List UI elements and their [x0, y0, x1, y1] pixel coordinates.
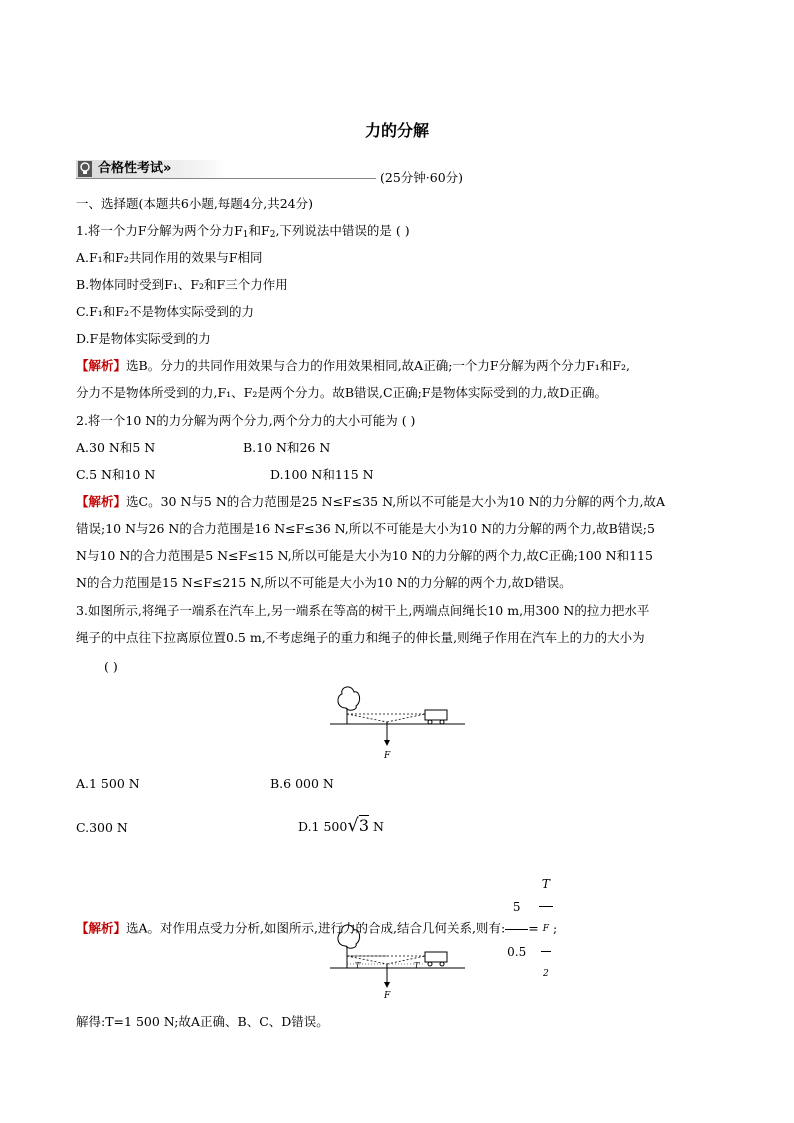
fraction-left: $\frac{5}{0.5}$ [505, 885, 528, 974]
part-heading: 一、选择题(本题共6小题,每题4分,共24分) [76, 196, 314, 211]
page-title: 力的分解 [364, 121, 429, 140]
q1-option-b: B.物体同时受到F₁、F₂和F三个力作用 [76, 277, 288, 292]
time-score: (25分钟·60分) [380, 170, 464, 185]
car-icon [425, 710, 447, 724]
section-label: 合格性考试» [98, 161, 172, 176]
q1-option-a: A.F₁和F₂共同作用的效果与F相同 [76, 250, 263, 265]
q3-explanation-1: 【解析】选A。对作用点受力分析,如图所示,进行力的合成,结合几何关系,则有: $\frac{5}{0.5}$ = $\frac{T}{\frac{F}{2}}$ ; [76, 862, 557, 996]
q2-stem: 2.将一个10 N的力分解为两个分力,两个分力的大小可能为 ( ) [76, 413, 416, 428]
q2-explanation-4: N的合力范围是15 N≤F≤215 N,所以不可能是大小为10 N的力分解的两个力,故D错误。 [76, 575, 572, 590]
q3-option-a: A.1 500 N [76, 776, 140, 791]
force-analysis-figure [330, 922, 465, 1000]
q2-explanation-1: 【解析】选C。30 N与5 N的合力范围是25 N≤F≤35 N,所以不可能是大小为10 N的力分解的两个力,故A [76, 494, 666, 509]
q3-option-d: D.1 500√3 N [298, 815, 384, 836]
q3-stem-1: 3.如图所示,将绳子一端系在汽车上,另一端系在等高的树干上,两端点间绳长10 m,用300 N的拉力把水平 [76, 603, 650, 618]
fig2-label-f: F [384, 991, 391, 1000]
q1-stem: 1.将一个力F分解为两个分力$F_1$和$F_2$,下列说法中错误的是 ( ) [76, 223, 410, 240]
section-divider [76, 178, 376, 179]
fig2-label-t-left: T [355, 961, 361, 970]
rope-car-figure [330, 684, 465, 762]
q2-explanation-3: N与10 N的合力范围是5 N≤F≤15 N,所以可能是大小为10 N的力分解的两个力,故C正确;100 N和115 [76, 548, 653, 563]
q1-option-d: D.F是物体实际受到的力 [76, 331, 211, 346]
fraction-right: $\frac{T}{\frac{F}{2}}$ [539, 862, 553, 996]
q3-option-b: B.6 000 N [270, 776, 334, 791]
q3-stem-2: 绳子的中点往下拉离原位置0.5 m,不考虑绳子的重力和绳子的伸长量,则绳子作用在汽车上的力的大小为 [76, 630, 645, 645]
q2-option-b: B.10 N和26 N [243, 440, 331, 455]
tree-icon [338, 687, 360, 724]
q1-explanation-2: 分力不是物体所受到的力,F₁、F₂是两个分力。故B错误,C正确;F是物体实际受到的力,故D正确。 [76, 385, 607, 400]
q2-explanation-2: 错误;10 N与26 N的合力范围是16 N≤F≤36 N,所以不可能是大小为10 N的力分解的两个力,故B错误;5 [76, 521, 655, 536]
q2-option-c: C.5 N和10 N [76, 467, 156, 482]
section-banner [76, 160, 226, 178]
q3-option-c: C.300 N [76, 820, 128, 835]
car-icon [425, 952, 447, 966]
q1-explanation-1: 【解析】选B。分力的共同作用效果与合力的作用效果相同,故A正确;一个力F分解为两个分力F₁和F₂, [76, 358, 630, 373]
q3-stem-3: ( ) [104, 659, 118, 674]
q2-option-a: A.30 N和5 N [76, 440, 156, 455]
q1-option-c: C.F₁和F₂不是物体实际受到的力 [76, 304, 254, 319]
q3-result: 解得:T=1 500 N;故A正确、B、C、D错误。 [76, 1014, 329, 1029]
bulb-icon [78, 161, 92, 177]
fig1-label-f: F [384, 751, 391, 761]
fig2-label-t-right: T [414, 961, 420, 970]
q2-option-d: D.100 N和115 N [270, 467, 374, 482]
